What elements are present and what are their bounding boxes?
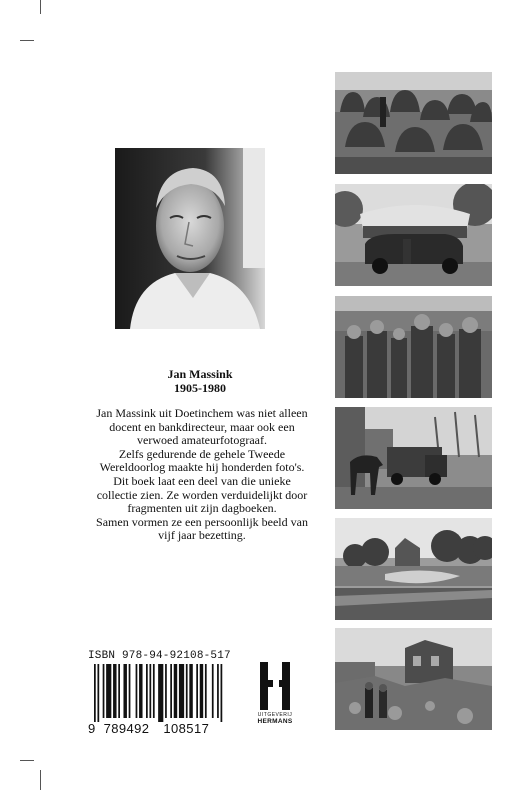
barcode-bar	[113, 664, 116, 718]
bio-line: collectie zien. Ze worden verduidelijkt door	[96, 487, 308, 502]
barcode-bar	[146, 664, 148, 718]
barcode-bar	[123, 664, 126, 718]
barcode-bar	[106, 664, 111, 718]
barcode-bar	[189, 664, 192, 718]
photo-car-with-caravan	[335, 184, 492, 286]
crop-mark-top-vertical	[40, 0, 41, 14]
barcode-bar	[118, 664, 120, 718]
barcode-bar	[136, 664, 138, 718]
barcode-bar	[205, 664, 207, 718]
barcode-bar	[217, 664, 219, 718]
publisher-logo	[258, 660, 292, 712]
photo-horse-and-truck	[335, 407, 492, 509]
author-years: 1905-1980	[174, 381, 226, 395]
barcode-bar	[221, 664, 223, 722]
photo-bombed-buildings	[335, 628, 492, 730]
barcode-bar	[200, 664, 203, 718]
bio-line: fragmenten uit zijn dagboeken.	[127, 501, 277, 516]
barcode-bar	[170, 664, 172, 718]
photo-crashed-aircraft	[335, 518, 492, 620]
isbn-label: ISBN 978-94-92108-517	[88, 650, 231, 662]
author-portrait	[115, 148, 265, 329]
barcode-bar	[186, 664, 188, 718]
crop-mark-bottom-vertical	[40, 770, 41, 790]
barcode-bar	[165, 664, 167, 718]
barcode-bar	[174, 664, 177, 718]
bio-line: Jan Massink uit Doetinchem was niet alleen	[96, 406, 308, 420]
crop-mark-top-horizontal	[20, 40, 34, 41]
photo-church-bells	[335, 72, 492, 174]
barcode-bar	[94, 664, 96, 722]
bio-line: Zelfs gedurende de gehele Tweede	[118, 446, 286, 461]
barcode-bar	[179, 664, 184, 718]
barcode-bar	[196, 664, 198, 718]
publisher-line1: UITGEVERIJ	[257, 712, 293, 718]
barcode-bar	[158, 664, 163, 722]
barcode-bar	[139, 664, 142, 718]
isbn-digits-left: 789492	[103, 721, 150, 736]
barcode-bar	[153, 664, 155, 718]
isbn-digits-right: 108517	[163, 721, 210, 736]
bio-line: Wereldoorlog maakte hij honderden foto's.	[99, 460, 305, 475]
author-caption	[100, 367, 300, 395]
barcode-bar	[129, 664, 131, 718]
isbn-digits	[88, 721, 209, 736]
bio-line: Dit boek laat een deel van die unieke	[113, 473, 291, 488]
crop-mark-bottom-horizontal	[20, 760, 34, 761]
bio-line: vijf jaar bezetting.	[158, 528, 246, 543]
isbn-digit-first: 9	[88, 721, 96, 736]
barcode-bar	[212, 664, 214, 718]
isbn-barcode	[94, 664, 224, 722]
author-biography	[78, 407, 326, 543]
bio-line: Samen vormen ze een persoonlijk beeld van	[96, 514, 308, 529]
barcode-bar	[97, 664, 99, 722]
bio-line: verwoed amateurfotograaf.	[137, 433, 267, 448]
publisher-name	[248, 712, 302, 725]
barcode-bar	[149, 664, 151, 718]
publisher-line2: HERMANS	[257, 718, 293, 725]
barcode-bar	[103, 664, 105, 718]
photo-soldiers-group	[335, 296, 492, 398]
author-name: Jan Massink	[167, 367, 233, 381]
bio-line: docent en bankdirecteur, maar ook een	[109, 419, 295, 434]
